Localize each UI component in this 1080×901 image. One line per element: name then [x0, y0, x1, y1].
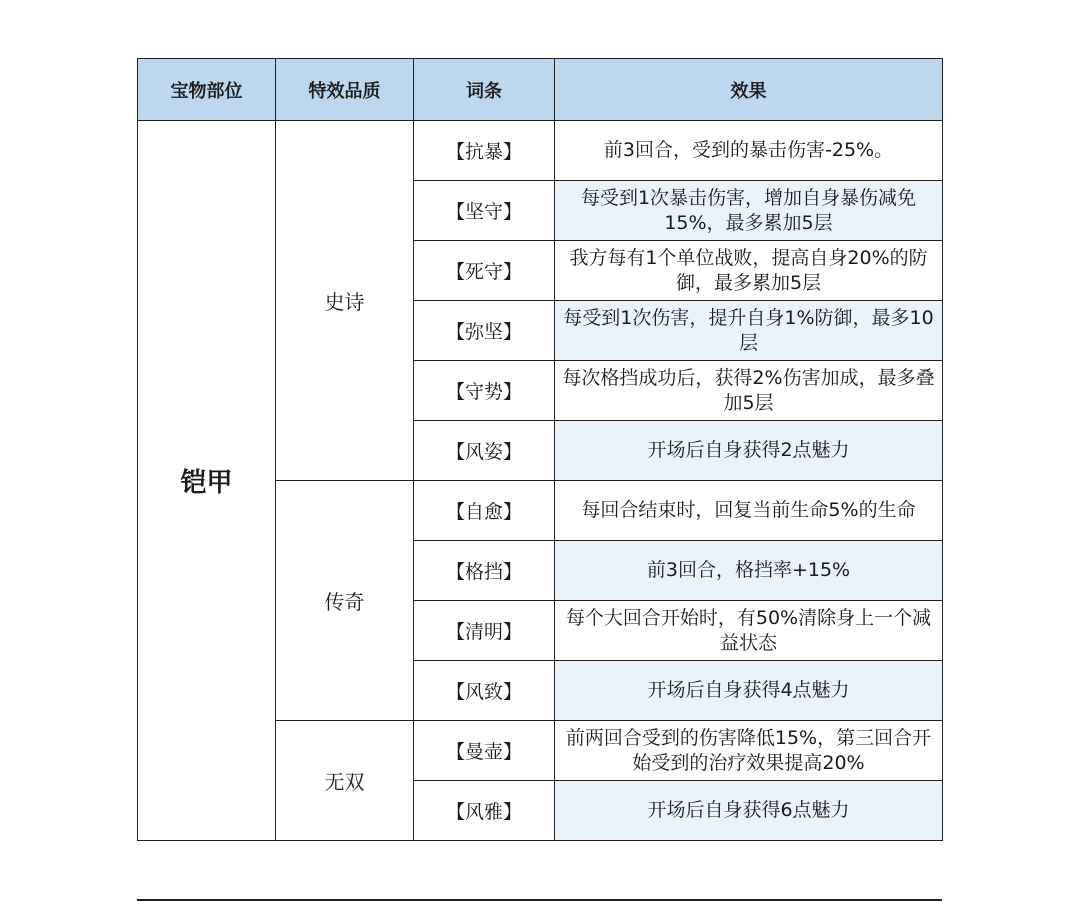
effect-cell: 开场后自身获得4点魅力 — [555, 661, 943, 721]
term-cell: 【清明】 — [414, 601, 555, 661]
effect-cell: 每受到1次暴击伤害，增加自身暴伤减免15%，最多累加5层 — [555, 181, 943, 241]
term-cell: 【曼壶】 — [414, 721, 555, 781]
term-cell: 【风致】 — [414, 661, 555, 721]
term-cell: 【弥坚】 — [414, 301, 555, 361]
term-cell: 【风姿】 — [414, 421, 555, 481]
effect-cell: 每回合结束时，回复当前生命5%的生命 — [555, 481, 943, 541]
term-cell: 【守势】 — [414, 361, 555, 421]
term-cell: 【风雅】 — [414, 781, 555, 841]
treasure-part-cell: 铠甲 — [138, 121, 276, 841]
term-cell: 【格挡】 — [414, 541, 555, 601]
effect-cell: 每受到1次伤害，提升自身1%防御，最多10层 — [555, 301, 943, 361]
quality-cell-legendary: 传奇 — [276, 481, 414, 721]
effect-cell: 每个大回合开始时，有50%清除身上一个减益状态 — [555, 601, 943, 661]
effect-cell: 前3回合，受到的暴击伤害-25%。 — [555, 121, 943, 181]
quality-cell-epic: 史诗 — [276, 121, 414, 481]
effect-cell: 前3回合，格挡率+15% — [555, 541, 943, 601]
term-cell: 【坚守】 — [414, 181, 555, 241]
header-part: 宝物部位 — [138, 59, 276, 121]
term-cell: 【死守】 — [414, 241, 555, 301]
effect-cell: 前两回合受到的伤害降低15%，第三回合开始受到的治疗效果提高20% — [555, 721, 943, 781]
header-effect: 效果 — [555, 59, 943, 121]
effect-cell: 开场后自身获得2点魅力 — [555, 421, 943, 481]
treasure-effects-table — [137, 58, 943, 841]
table-body — [138, 121, 943, 841]
quality-cell-peerless: 无双 — [276, 721, 414, 841]
term-cell: 【抗暴】 — [414, 121, 555, 181]
table-row — [138, 121, 943, 181]
effect-cell: 开场后自身获得6点魅力 — [555, 781, 943, 841]
term-cell: 【自愈】 — [414, 481, 555, 541]
header-quality: 特效品质 — [276, 59, 414, 121]
effect-cell: 我方每有1个单位战败，提高自身20%的防御，最多累加5层 — [555, 241, 943, 301]
effect-cell: 每次格挡成功后，获得2%伤害加成，最多叠加5层 — [555, 361, 943, 421]
table-header — [138, 59, 943, 121]
header-term: 词条 — [414, 59, 555, 121]
